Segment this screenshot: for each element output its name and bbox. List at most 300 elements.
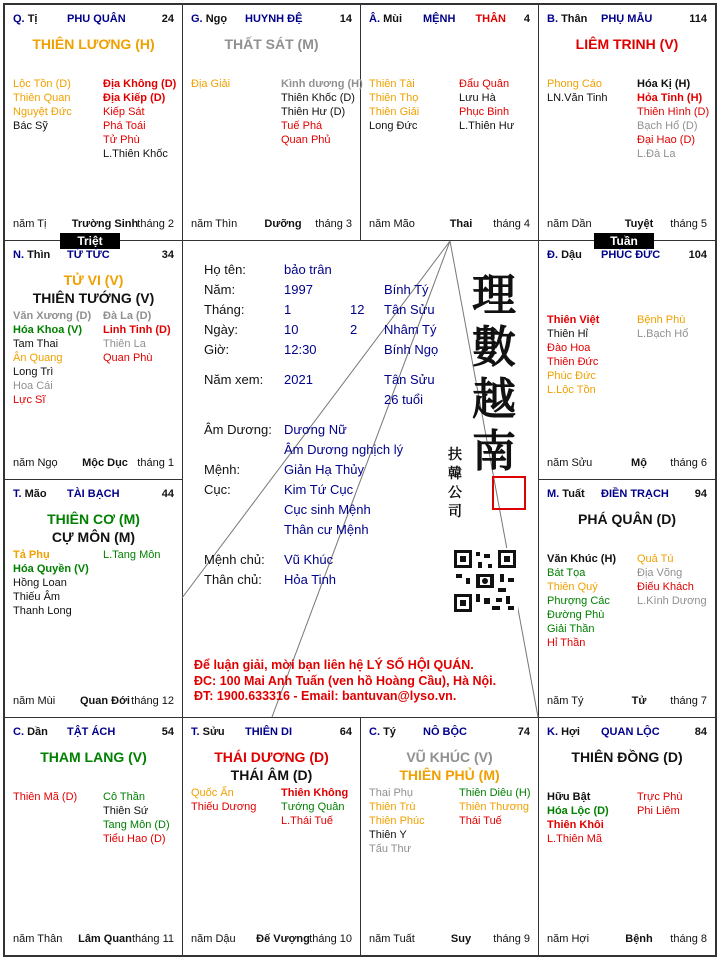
minor-star: Phá Toái	[103, 120, 146, 132]
minor-star: Hỏa Tinh (H)	[637, 92, 703, 104]
minor-star: Giải Thần	[547, 623, 595, 635]
minor-stars-right	[459, 786, 545, 828]
palace-life-stage: Quan Đới	[80, 695, 130, 707]
palace-cell	[5, 718, 182, 955]
palace-location	[547, 488, 585, 500]
minor-star: Thiên Khôi	[547, 819, 604, 831]
minor-star: L.Lộc Tồn	[547, 384, 596, 396]
palace-chi: Tuất	[562, 488, 585, 500]
palace-year: năm Ngọ	[13, 457, 58, 469]
minor-star: Thiên Giải	[369, 106, 420, 118]
palace-header	[191, 726, 352, 742]
palace-name: THIÊN DI	[245, 726, 293, 738]
ngay-can: Nhâm Tý	[384, 322, 437, 337]
ho-ten: bảo trân	[284, 262, 332, 277]
cuc-3: Thân cư Mệnh	[284, 522, 369, 537]
palace-number: 34	[161, 249, 174, 261]
palace-number: 104	[688, 249, 707, 261]
menh-chu: Vũ Khúc	[284, 552, 334, 567]
palace-chi: Mùi	[383, 13, 403, 25]
palace-name: ĐIỀN TRẠCH	[601, 488, 669, 500]
main-star: THIÊN LƯƠNG (H)	[32, 36, 155, 52]
minor-star: Đẩu Quân	[459, 78, 510, 90]
palace-cell	[539, 5, 715, 240]
minor-star: L.Thái Tuế	[281, 815, 333, 827]
main-stars	[183, 748, 360, 784]
main-star: THAM LANG (V)	[40, 749, 147, 765]
palace-footer	[13, 218, 174, 232]
triet-tag: Triệt	[60, 233, 120, 249]
minor-star: Điếu Khách	[637, 581, 694, 593]
palace-name: TẬT ÁCH	[67, 726, 116, 738]
palace-name: PHU QUÂN	[67, 13, 126, 25]
palace-location	[547, 249, 582, 261]
palace-month: tháng 1	[137, 457, 174, 469]
palace-life-stage: Tử	[631, 695, 647, 707]
minor-star: Nguyệt Đức	[13, 106, 72, 118]
calligraphy-char: 南	[472, 426, 516, 477]
minor-star: Thiên Phúc	[369, 815, 425, 827]
minor-star: Văn Xương (D)	[13, 310, 92, 322]
palace-footer	[13, 933, 174, 947]
palace-can: N.	[13, 249, 24, 261]
main-stars	[5, 748, 182, 766]
minor-star: Thiên Hình (D)	[637, 106, 710, 118]
tuoi: 26 tuổi	[384, 392, 424, 407]
label-menh: Mệnh:	[204, 462, 241, 477]
minor-star: Phong Cáo	[547, 78, 603, 90]
palace-location	[369, 726, 396, 738]
minor-star: Thiên Không	[281, 787, 349, 799]
palace-location	[13, 13, 37, 25]
minor-star: Thiên La	[103, 338, 146, 350]
label-menh-chu: Mệnh chủ:	[204, 552, 265, 567]
gio-can: Bính Ngọ	[384, 342, 439, 357]
label-cuc: Cục:	[204, 482, 231, 497]
minor-star: L.Thiên Hư	[459, 120, 515, 132]
minor-star: Thiên Khốc (D)	[281, 92, 355, 104]
palace-month: tháng 10	[309, 933, 352, 945]
palace-can: T.	[191, 726, 200, 738]
palace-life-stage: Thai	[449, 218, 473, 230]
calligraphy-char: 數	[472, 322, 516, 373]
minor-star: L.Tang Môn	[103, 549, 161, 561]
minor-stars-right	[103, 77, 189, 161]
palace-life-stage: Mộ	[631, 457, 647, 469]
minor-stars-left	[191, 786, 277, 814]
palace-header	[547, 726, 707, 742]
small-char: 司	[448, 504, 462, 520]
palace-life-stage: Đế Vượng	[256, 933, 310, 945]
palace-number: 74	[517, 726, 530, 738]
minor-stars-left	[13, 77, 99, 133]
palace-header	[369, 13, 530, 29]
minor-star: Hỉ Thần	[547, 637, 586, 649]
minor-star: Thiên Quan	[13, 92, 71, 104]
palace-cell	[5, 241, 182, 479]
minor-star: Linh Tinh (D)	[103, 324, 171, 336]
palace-location	[13, 726, 48, 738]
minor-stars-right	[459, 77, 545, 133]
palace-life-stage: Bệnh	[625, 933, 653, 945]
cuc-2: Cục sinh Mệnh	[284, 502, 371, 517]
main-stars	[5, 35, 182, 53]
main-star: VŨ KHÚC (V)	[406, 749, 493, 765]
palace-chi: Ngọ	[205, 13, 228, 25]
palace-location	[191, 726, 225, 738]
palace-chi: Tị	[27, 13, 38, 25]
palace-can: Q.	[13, 13, 25, 25]
main-star: THIÊN ĐỒNG (D)	[571, 749, 683, 765]
main-star: CỰ MÔN (M)	[51, 529, 136, 545]
palace-can: Â.	[369, 13, 380, 25]
minor-star: Tấu Thư	[369, 843, 412, 855]
tuan-tag: Tuần	[594, 233, 654, 249]
palace-year: năm Dậu	[191, 933, 236, 945]
minor-star: Thiên Tài	[369, 78, 415, 90]
minor-star: Tang Môn (D)	[103, 819, 170, 831]
palace-can: B.	[547, 13, 558, 25]
minor-star: Tả Phụ	[13, 549, 50, 561]
palace-life-stage: Dưỡng	[264, 218, 302, 230]
minor-star: Thiên Đức	[547, 356, 599, 368]
palace-header	[369, 726, 530, 742]
palace-year: năm Mão	[369, 218, 415, 230]
palace-number: 84	[694, 726, 707, 738]
palace-number: 94	[694, 488, 707, 500]
minor-star: Hóa Khoa (V)	[13, 324, 83, 336]
palace-year: năm Thân	[13, 933, 63, 945]
minor-star: Long Đức	[369, 120, 418, 132]
minor-star: Hóa Quyền (V)	[13, 563, 89, 575]
minor-star: Quan Phù	[103, 352, 153, 364]
minor-stars-left	[191, 77, 277, 91]
minor-stars-right	[637, 313, 720, 341]
minor-star: Kình dương (H)	[281, 78, 363, 90]
gio: 12:30	[284, 342, 317, 357]
main-star: THÁI DƯƠNG (D)	[214, 749, 329, 765]
small-char: 扶	[448, 447, 462, 463]
palace-header	[13, 13, 174, 29]
palace-can: T.	[13, 488, 22, 500]
minor-star: Phượng Các	[547, 595, 610, 607]
minor-star: Địa Võng	[637, 567, 683, 579]
palace-chi: Hợi	[561, 726, 580, 738]
main-star: PHÁ QUÂN (D)	[578, 511, 676, 527]
palace-can: M.	[547, 488, 560, 500]
palace-month: tháng 5	[670, 218, 707, 230]
palace-month: tháng 8	[670, 933, 707, 945]
palace-can: C.	[13, 726, 24, 738]
palace-month: tháng 6	[670, 457, 707, 469]
palace-name: TÀI BẠCH	[67, 488, 120, 500]
minor-stars-left	[13, 790, 99, 804]
minor-star: Phục Binh	[459, 106, 510, 118]
minor-star: Hoa Cái	[13, 380, 53, 392]
palace-location	[547, 13, 587, 25]
palace-name: PHỤ MẪU	[601, 13, 653, 25]
red-seal	[492, 476, 526, 510]
thang-can: Tân Sửu	[384, 302, 435, 317]
minor-star: Trực Phù	[637, 791, 683, 803]
minor-star: Tiểu Hao (D)	[103, 833, 166, 845]
palace-year: năm Thìn	[191, 218, 238, 230]
palace-cell	[539, 480, 715, 717]
minor-star: Đại Hao (D)	[637, 134, 696, 146]
minor-star: Ân Quang	[13, 352, 63, 364]
minor-star: Thiên Hư (D)	[281, 106, 346, 118]
minor-stars-right	[637, 77, 720, 161]
main-stars	[361, 748, 538, 784]
minor-star: Lộc Tồn (D)	[13, 78, 71, 90]
minor-star: Bát Tọa	[547, 567, 586, 579]
minor-stars-right	[281, 786, 367, 828]
minor-star: L.Thiên Khốc	[103, 148, 168, 160]
palace-life-stage: Mộc Dục	[82, 457, 128, 469]
ngay: 10	[284, 322, 299, 337]
palace-number: 4	[523, 13, 530, 25]
palace-header	[547, 488, 707, 504]
palace-header	[13, 249, 174, 265]
contact-line: ĐT: 1900.633316 - Email: bantuvan@lyso.vn.	[194, 689, 457, 703]
palace-footer	[13, 695, 174, 709]
minor-star: Lực Sĩ	[13, 394, 46, 406]
small-calligraphy	[448, 446, 462, 522]
palace-year: năm Hợi	[547, 933, 590, 945]
contact-line: ĐC: 100 Mai Anh Tuấn (ven hồ Hoàng Cầu), Hà Nội.	[194, 673, 497, 688]
minor-star: Hồng Loan	[13, 577, 67, 589]
minor-star: Thiên Sứ	[103, 805, 149, 817]
minor-star: L.Bạch Hổ	[637, 328, 689, 340]
thang-am: 12	[350, 302, 365, 317]
minor-star: Thiên Thọ	[369, 92, 419, 104]
minor-stars-left	[13, 548, 99, 618]
minor-star: Thiên Trù	[369, 801, 416, 813]
minor-star: Đà La (D)	[103, 310, 152, 322]
palace-can: Đ.	[547, 249, 558, 261]
than-chu: Hỏa Tinh	[284, 572, 337, 587]
minor-star: Kiếp Sát	[103, 106, 145, 118]
palace-location	[369, 13, 402, 25]
cuc: Kim Tứ Cục	[284, 482, 354, 497]
palace-footer	[191, 218, 352, 232]
main-star: THIÊN TƯỚNG (V)	[32, 290, 155, 306]
palace-can: G.	[191, 13, 203, 25]
palace-can: K.	[547, 726, 558, 738]
palace-number: 114	[689, 13, 707, 25]
minor-star: Hóa Kị (H)	[637, 78, 691, 90]
palace-year: năm Tý	[547, 695, 584, 707]
minor-star: Thái Tuế	[459, 815, 502, 827]
palace-year: năm Tị	[13, 218, 47, 230]
palace-footer	[547, 457, 707, 471]
label-ho-ten: Họ tên:	[204, 262, 246, 277]
minor-star: Tam Thai	[13, 338, 59, 350]
menh: Giản Hạ Thủy	[284, 462, 364, 477]
palace-footer	[547, 933, 707, 947]
palace-month: tháng 12	[131, 695, 174, 707]
palace-footer	[191, 933, 352, 947]
minor-star: Thiên Hỉ	[547, 328, 588, 340]
minor-star: Bệnh Phù	[637, 314, 686, 326]
minor-star: Địa Giải	[191, 78, 231, 90]
minor-star: Văn Khúc (H)	[547, 553, 617, 565]
palace-header	[13, 488, 174, 504]
minor-stars-right	[103, 548, 189, 562]
nam-xem-can: Tân Sửu	[384, 372, 435, 387]
main-stars	[5, 510, 182, 546]
palace-footer	[369, 218, 530, 232]
minor-star: L.Đà La	[637, 148, 676, 160]
minor-stars-left	[369, 77, 455, 133]
palace-number: 14	[339, 13, 352, 25]
palace-footer	[547, 218, 707, 232]
palace-life-stage: Trường Sinh	[71, 218, 139, 230]
minor-star: Cô Thần	[103, 791, 145, 803]
minor-star: Địa Kiếp (D)	[103, 92, 166, 104]
palace-life-stage: Suy	[450, 933, 472, 945]
main-star: THIÊN CƠ (M)	[47, 511, 140, 527]
palace-cell	[539, 241, 715, 479]
minor-star: Hóa Lộc (D)	[547, 805, 609, 817]
palace-header	[191, 13, 352, 29]
palace-month: tháng 11	[131, 933, 174, 945]
minor-stars-right	[637, 552, 720, 608]
minor-star: Thiếu Dương	[191, 801, 257, 813]
minor-star: L.Thiên Mã	[547, 833, 603, 845]
main-star: LIÊM TRINH (V)	[575, 36, 679, 52]
minor-star: L.Kình Dương	[637, 595, 707, 607]
palace-can: C.	[369, 726, 380, 738]
minor-star: Thanh Long	[13, 605, 72, 617]
am-duong-2: Âm Dương nghịch lý	[284, 442, 404, 457]
palace-year: năm Dần	[547, 218, 592, 230]
palace-header	[13, 726, 174, 742]
palace-life-stage: Tuyệt	[624, 218, 654, 230]
am-duong: Dương Nữ	[284, 422, 347, 437]
palace-month: tháng 7	[670, 695, 707, 707]
minor-stars-left	[547, 552, 633, 650]
main-stars	[539, 748, 715, 766]
minor-star: Hữu Bật	[547, 791, 591, 803]
palace-location	[13, 488, 47, 500]
minor-star: Đào Hoa	[547, 342, 591, 354]
main-stars	[539, 35, 715, 53]
palace-cell	[539, 718, 715, 955]
label-ngay: Ngày:	[204, 322, 238, 337]
palace-footer	[369, 933, 530, 947]
palace-cell	[361, 5, 538, 240]
minor-star: Lưu Hà	[459, 92, 496, 104]
center-info	[182, 240, 539, 718]
minor-star: Bạch Hổ (D)	[637, 120, 698, 132]
label-nam-xem: Năm xem:	[204, 372, 264, 387]
minor-stars-left	[547, 313, 633, 397]
minor-star: Phúc Đức	[547, 370, 596, 382]
palace-cell	[183, 718, 360, 955]
minor-star: Thiên Y	[369, 829, 407, 841]
minor-star: Quả Tú	[637, 553, 674, 565]
main-star: TỬ VI (V)	[63, 272, 124, 288]
qr-code-icon	[452, 548, 518, 614]
palace-number: 44	[161, 488, 174, 500]
label-am-duong: Âm Dương:	[204, 422, 272, 437]
contact-line: Để luận giải, mời bạn liên hệ LÝ SỐ HỘI QUÁN.	[194, 658, 474, 672]
contact-info	[194, 658, 496, 705]
palace-header	[547, 13, 707, 29]
palace-cell	[361, 718, 538, 955]
nam: 1997	[284, 282, 313, 297]
palace-number: 64	[339, 726, 352, 738]
label-thang: Tháng:	[204, 302, 245, 317]
palace-chi: Tý	[383, 726, 396, 738]
palace-cell	[5, 5, 182, 240]
palace-name: QUAN LỘC	[601, 726, 660, 738]
palace-number: 24	[161, 13, 174, 25]
palace-chi: Dậu	[561, 249, 582, 261]
main-star: THIÊN PHỦ (M)	[399, 767, 500, 783]
palace-chi: Thân	[561, 13, 588, 25]
main-star: THÁI ÂM (D)	[230, 767, 313, 783]
minor-star: Thiên Diêu (H)	[459, 787, 531, 799]
nam-can: Bính Tý	[384, 282, 429, 297]
minor-stars-left	[369, 786, 455, 856]
label-nam: Năm:	[204, 282, 236, 297]
palace-name: HUYNH ĐỆ	[245, 13, 303, 25]
palace-location	[547, 726, 580, 738]
main-stars	[539, 510, 715, 528]
main-star: THẤT SÁT (M)	[224, 36, 319, 52]
small-char: 韓	[448, 466, 462, 482]
main-stars	[5, 271, 182, 307]
palace-chi: Sửu	[202, 726, 225, 738]
minor-stars-left	[13, 309, 99, 407]
thang: 1	[284, 302, 292, 317]
minor-stars-left	[547, 77, 633, 105]
palace-chi: Mão	[24, 488, 47, 500]
palace-month: tháng 9	[493, 933, 530, 945]
minor-star: Thiên Quý	[547, 581, 598, 593]
palace-name: TỬ TỨC	[67, 249, 110, 261]
minor-star: Thiên Việt	[547, 314, 600, 326]
minor-star: Đường Phù	[547, 609, 605, 621]
palace-year: năm Sửu	[547, 457, 593, 469]
palace-year: năm Tuất	[369, 933, 415, 945]
palace-location	[13, 249, 50, 261]
ngay-am: 2	[350, 322, 358, 337]
palace-month: tháng 2	[137, 218, 174, 230]
minor-stars-right	[281, 77, 367, 147]
palace-name: NÔ BỘC	[423, 726, 467, 738]
calligraphy-char: 越	[472, 374, 516, 425]
palace-footer	[547, 695, 707, 709]
label-gio: Giờ:	[204, 342, 230, 357]
minor-star: Thai Phụ	[369, 787, 414, 799]
calligraphy-logo	[472, 270, 516, 478]
nam-xem: 2021	[284, 372, 313, 387]
minor-star: Tuế Phá	[281, 120, 323, 132]
minor-star: Thiên Mã (D)	[13, 791, 78, 803]
minor-stars-right	[103, 790, 189, 846]
small-char: 公	[448, 485, 462, 501]
minor-stars-right	[103, 309, 189, 365]
minor-star: Thiên Thương	[459, 801, 530, 813]
minor-star: Long Trì	[13, 366, 54, 378]
minor-star: Tướng Quân	[281, 801, 345, 813]
minor-stars-left	[547, 790, 633, 846]
palace-year: năm Mùi	[13, 695, 56, 707]
minor-star: Quan Phủ	[281, 134, 331, 146]
